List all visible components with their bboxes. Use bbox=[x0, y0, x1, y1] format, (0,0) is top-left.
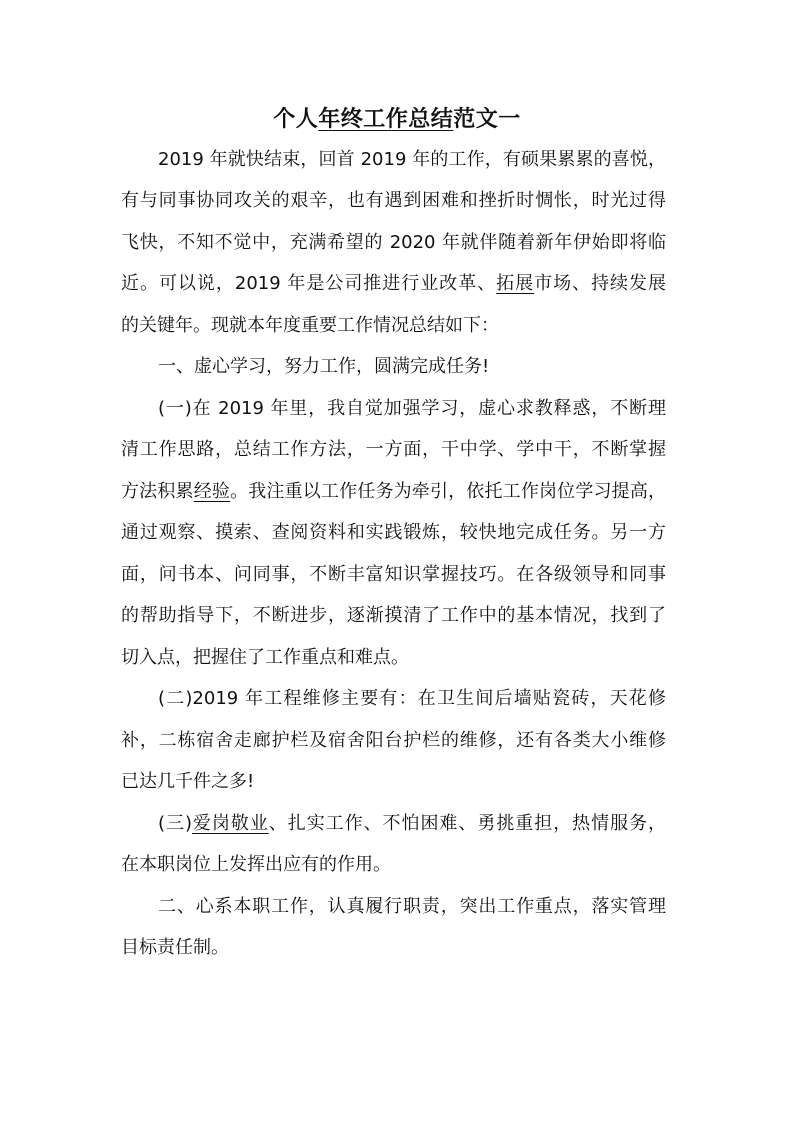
paragraph-line: 目标责任制。 bbox=[121, 937, 229, 958]
document-title bbox=[0, 103, 794, 137]
title-part-1: 个人 bbox=[273, 107, 319, 132]
title-part-3: 范文一 bbox=[453, 107, 521, 132]
paragraph-line: 清工作思路，总结工作方法，一方面，干中学、学中干，不断掌握 bbox=[121, 439, 666, 460]
underlined-term: 经验 bbox=[193, 481, 231, 502]
line-text: 市场、持续发展 bbox=[534, 273, 666, 294]
line-text: (三) bbox=[158, 813, 192, 834]
paragraph-line: 的帮助指导下，不断进步，逐渐摸清了工作中的基本情况，找到了 bbox=[121, 605, 666, 626]
paragraph-line: 飞快，不知不觉中，充满希望的 2020 年就伴随着新年伊始即将临 bbox=[121, 232, 666, 253]
underlined-term: 拓展 bbox=[496, 273, 535, 294]
paragraph-line: 2019 年就快结束，回首 2019 年的工作，有硕果累累的喜悦， bbox=[158, 149, 666, 170]
line-text: 、扎实工作、不怕困难、勇挑重担，热情服务， bbox=[268, 813, 666, 834]
paragraph-line: (一)在 2019 年里，我自觉加强学习，虚心求教释惑，不断理 bbox=[158, 398, 666, 419]
paragraph-line: 通过观察、摸索、查阅资料和实践锻炼，较快地完成任务。另一方 bbox=[121, 522, 666, 543]
paragraph-line bbox=[121, 270, 666, 298]
paragraph-line: (二)2019 年工程维修主要有：在卫生间后墙贴瓷砖，天花修 bbox=[158, 688, 666, 709]
paragraph-line bbox=[121, 478, 666, 506]
paragraph-line: 的关键年。现就本年度重要工作情况总结如下： bbox=[121, 315, 499, 336]
title-part-underlined: 年终工作总结 bbox=[318, 107, 454, 132]
underlined-term: 爱岗敬业 bbox=[191, 813, 269, 834]
section-heading: 一、虚心学习，努力工作，圆满完成任务! bbox=[158, 356, 490, 377]
paragraph-line: 有与同事协同攻关的艰辛，也有遇到困难和挫折时惆怅，时光过得 bbox=[121, 190, 666, 211]
paragraph-line: 补，二栋宿舍走廊护栏及宿舍阳台护栏的维修，还有各类大小维修 bbox=[121, 730, 666, 751]
paragraph-line: 在本职岗位上发挥出应有的作用。 bbox=[121, 854, 391, 875]
line-text: 。我注重以工作任务为牵引，依托工作岗位学习提高， bbox=[230, 481, 666, 502]
paragraph-line: 切入点，把握住了工作重点和难点。 bbox=[121, 647, 409, 668]
paragraph-line: 已达几千件之多! bbox=[121, 771, 255, 792]
line-text: 近。可以说，2019 年是公司推进行业改革、 bbox=[121, 273, 497, 294]
paragraph-line: 面，问书本、问同事，不断丰富知识掌握技巧。在各级领导和同事 bbox=[121, 564, 666, 585]
line-text: 方法积累 bbox=[121, 481, 194, 502]
paragraph-line bbox=[158, 810, 666, 838]
section-heading: 二、心系本职工作，认真履行职责，突出工作重点，落实管理 bbox=[158, 896, 666, 917]
